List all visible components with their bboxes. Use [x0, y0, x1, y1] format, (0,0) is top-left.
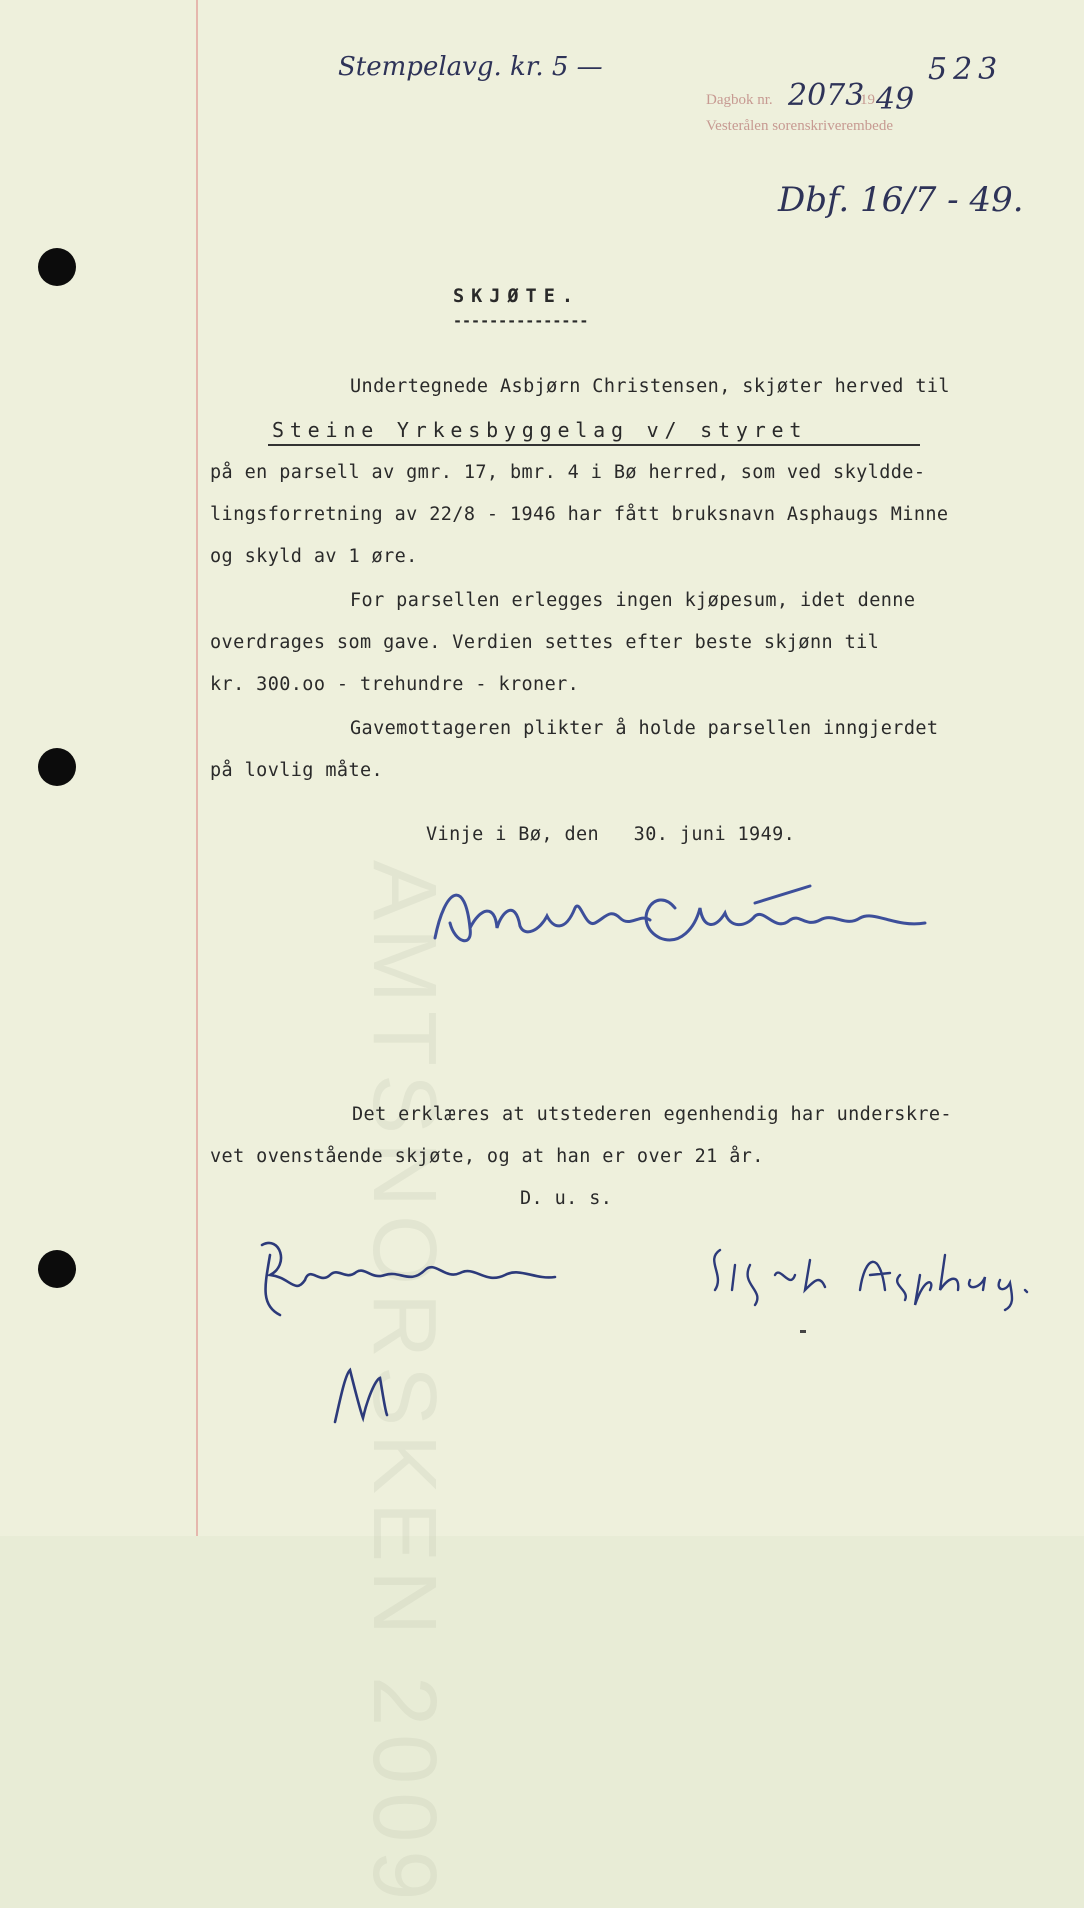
punch-hole-3 — [38, 1250, 76, 1288]
signature-asbjorn-christensen — [425, 868, 945, 968]
body-line-10: på lovlig måte. — [210, 760, 384, 781]
initials-mark — [325, 1360, 415, 1430]
attestation-line-2: vet ovenstående skjøte, og at han er over 21 år. — [210, 1146, 764, 1167]
page-number: 523 — [928, 52, 1004, 87]
signature-witness-sigrid — [700, 1235, 1040, 1315]
registration-date: Dbf. 16/7 - 49. — [778, 180, 1024, 220]
stamp-fee-note: Stempelavg. kr. 5 — — [338, 52, 603, 82]
registry-number: 2073 — [788, 78, 865, 113]
dus-abbreviation: D. u. s. — [520, 1188, 613, 1209]
punch-hole-1 — [38, 248, 76, 286]
registry-year-prefix: 19 — [860, 92, 875, 108]
registry-year: 49 — [876, 82, 915, 117]
body-line-5: og skyld av 1 øre. — [210, 546, 418, 567]
document-title: SKJØTE. — [453, 286, 580, 307]
body-line-7: overdrages som gave. Verdien settes efter beste skjønn til — [210, 632, 880, 653]
signature-witness-ragnar — [250, 1225, 570, 1325]
body-line-9: Gavemottageren plikter å holde parsellen inngjerdet — [350, 718, 939, 739]
body-line-4: lingsforretning av 22/8 - 1946 har fått bruksnavn Asphaugs Minne — [210, 504, 949, 525]
grantee-underline — [268, 444, 920, 446]
body-line-8: kr. 300.oo - trehundre - kroner. — [210, 674, 580, 695]
attestation-line-1: Det erklæres at utstederen egenhendig har underskre- — [352, 1104, 952, 1125]
ink-mark — [800, 1330, 806, 1333]
registry-stamp-label: Dagbok nr. — [706, 92, 773, 108]
body-line-6: For parsellen erlegges ingen kjøpesum, idet denne — [350, 590, 916, 611]
registry-office: Vesterålen sorenskriverembede — [706, 118, 894, 134]
faint-watermark: AMTSNORSKEN 2009 — [354, 860, 454, 1908]
place-and-date: Vinje i Bø, den 30. juni 1949. — [426, 824, 796, 845]
punch-hole-2 — [38, 748, 76, 786]
body-line-3: på en parsell av gmr. 17, bmr. 4 i Bø herred, som ved skyldde- — [210, 462, 926, 483]
title-underline: --------------- — [453, 312, 589, 330]
body-line-2-grantee: Steine Yrkesbyggelag v/ styret — [272, 418, 808, 442]
body-line-1: Undertegnede Asbjørn Christensen, skjøter herved til — [350, 376, 950, 397]
margin-rule — [196, 0, 198, 1536]
